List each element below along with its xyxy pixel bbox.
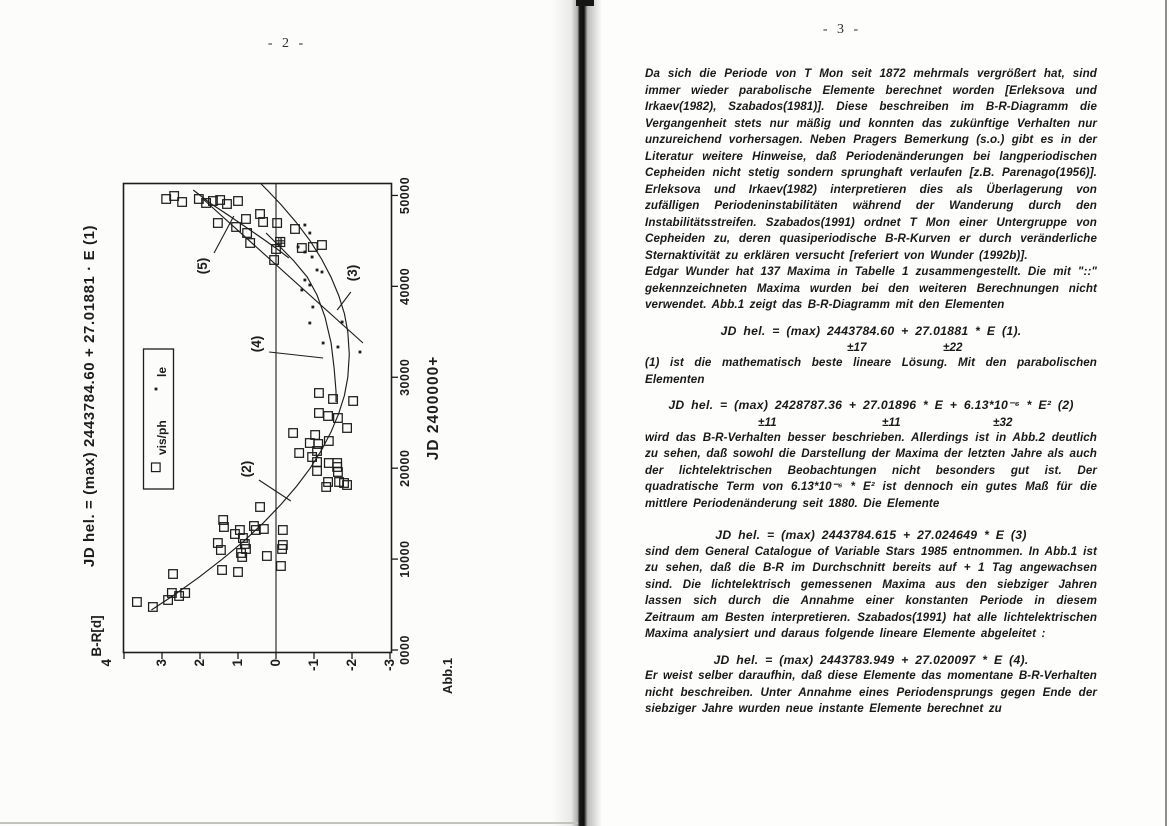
equation-4 xyxy=(645,652,1097,669)
page-number-left: - 2 - xyxy=(267,36,307,51)
data-point-dot xyxy=(303,279,306,282)
equation-1-uncertainties xyxy=(645,339,1097,355)
data-point-square xyxy=(162,195,171,204)
data-point-square xyxy=(295,449,304,458)
scan-bottom-line xyxy=(0,822,578,824)
y-axis-title: JD hel. = (max) 2443784.60 + 27.01881 · E (1) xyxy=(81,224,98,568)
br-axis-tick-label: 0 xyxy=(268,659,283,667)
legend-label-visph: vis/ph xyxy=(155,420,169,455)
data-point-square xyxy=(343,481,352,490)
uncertainty-value: ±11 xyxy=(882,415,901,429)
data-point-square xyxy=(324,412,333,421)
data-point-dot xyxy=(322,342,325,345)
equation-1-text: JD hel. = (max) 2443784.60 + 27.01881 * E (1). xyxy=(720,323,1022,338)
data-point-dot xyxy=(308,322,311,325)
jd-axis-tick-label: 50000 xyxy=(398,176,412,215)
annotation-pointer-3 xyxy=(337,292,351,310)
data-point-dot xyxy=(303,224,306,227)
data-point-square xyxy=(313,467,322,476)
uncertainty-value: ±32 xyxy=(993,415,1013,429)
body-text-column xyxy=(645,66,1097,718)
jd-axis-tick-label: 10000 xyxy=(398,540,412,578)
data-point-square xyxy=(306,439,315,448)
equation-2-text: JD hel. = (max) 2428787.36 + 27.01896 * E + 6.13*10⁻⁶ * E² (2) xyxy=(668,398,1074,412)
data-point-square xyxy=(169,570,178,579)
data-point-square xyxy=(242,215,251,224)
curve-label-4: (4) xyxy=(249,335,265,353)
jd-axis-label: JD 2400000+ xyxy=(425,355,442,461)
legend-square-symbol xyxy=(152,463,161,472)
uncertainty-value: ±17 xyxy=(847,341,867,354)
data-point-dot xyxy=(308,232,311,235)
br-axis-tick-label: -3 xyxy=(382,659,397,672)
legend-dot-symbol xyxy=(155,388,158,391)
data-point-square xyxy=(178,198,187,207)
curve-3 xyxy=(203,199,363,343)
data-point-square xyxy=(318,241,327,250)
data-point-square xyxy=(277,562,286,571)
data-point-square xyxy=(234,197,243,206)
data-point-dot xyxy=(303,251,306,254)
curve-label-5: (5) xyxy=(194,257,210,275)
br-axis-label: B-R[d] xyxy=(89,615,104,657)
data-point-square xyxy=(315,409,324,418)
equation-4-text: JD hel. = (max) 2443783.949 + 27.020097 * E (4). xyxy=(713,652,1029,667)
curve-5 xyxy=(193,190,289,258)
paragraph-period-history: Da sich die Periode von T Mon seit 1872 mehrmals vergrößert hat, sind immer wieder parabolische Elemente berechnet worden [Erleksova und Irkaev(1982), Szabados(1981)]. Diese beschreiben im B-R-Diagramm die Vergangenheit stets nur mäßig und konnten das zukünftige Verhalten nur unzureichend vorhersagen. Neben Pragers Bemerkung (s.o.) gibt es in der Literatur weitere Hinweise, daß Periodenänderungen bei langperiodischen Cepheiden nicht stetig sondern sprunghaft verlaufen [z.B. Parenago(1956)]. Erleksova und Irkaev(1982) interpretieren dies als Überlagerung von zufälligen Periodeninstabilitäten während der Wanderung durch den Instabilitätsstreifen. Szabados(1991) ordnet T Mon einer Untergruppe von Cepheiden zu, deren quasiperiodische B-R-Kurven er durch veränderliche Sternaktivität zu erklären versucht [referiert von Wunder (1992b)]. xyxy=(645,67,1097,262)
br-axis-tick-label: 3 xyxy=(154,659,169,667)
data-point-square xyxy=(289,429,298,438)
spine-top-mark xyxy=(576,0,594,6)
paragraph-maxima-table: Edgar Wunder hat 137 Maxima in Tabelle 1 zusammengestellt. Die mit "::" gekennzeichneten Maxima wurden bei den weiteren Berechnungen nicht verwendet. Abb.1 zeigt das B-R-Diagramm mit den Elementen xyxy=(645,265,1097,311)
data-point-square xyxy=(311,431,320,440)
data-point-square xyxy=(256,503,265,512)
data-point-square xyxy=(246,239,255,248)
data-point-dot xyxy=(316,269,319,272)
paragraph-gcvs-elements: sind dem General Catalogue of Variable Stars 1985 entnommen. In Abb.1 ist zu sehen, daß die B-R im Durchschnitt bereits auf + 1 Tag angewachsen sind. Die lichtelektrisch gemessenen Maxima aus den siebziger Jahren lassen sich durch die Annahme einer konstanten Periode in diesem Zeitraum am Besten interpretieren. Szabados(1991) hat alle lichtelektrischen Maxima analysiert und daraus folgende lineare Elemente abgeleitet : xyxy=(645,544,1097,640)
jd-axis-tick-label: 20000 xyxy=(398,449,412,487)
uncertainty-value: ±11 xyxy=(758,415,777,429)
br-diagram-figure xyxy=(60,160,480,720)
annotation-pointer-2 xyxy=(259,480,291,501)
data-point-square xyxy=(214,219,223,228)
equation-2-uncertainties xyxy=(645,414,1097,430)
uncertainty-value: ±22 xyxy=(943,341,963,354)
data-point-dot xyxy=(300,289,303,292)
data-point-square xyxy=(325,459,334,468)
data-point-dot xyxy=(311,256,314,259)
page-edge-line xyxy=(1165,0,1167,826)
jd-axis-tick-label: 0000 xyxy=(398,635,412,665)
page-3 xyxy=(585,0,1169,826)
page-number-right: - 3 - xyxy=(822,22,862,37)
paragraph-parabolic-fit: wird das B-R-Verhalten besser beschrieben. Allerdings ist in Abb.2 deutlich zu sehen, daß sowohl die Darstellung der Maxima der letzten Jahre als auch der lichtelektrischen Beobachtungen nicht besonders gut ist. Der quadratische Term von 6.13*10⁻⁶ * E² ist dennoch ein gutes Maß für die mittlere Periodenänderung seit 1880. Die Elemente xyxy=(645,430,1097,510)
page-2 xyxy=(0,0,578,826)
curve-label-3: (3) xyxy=(344,264,360,282)
data-point-dot xyxy=(359,351,362,354)
data-point-dot xyxy=(311,306,314,309)
data-point-square xyxy=(343,424,352,433)
data-point-square xyxy=(273,219,282,228)
br-axis-tick-label: 2 xyxy=(192,659,207,667)
equation-3 xyxy=(645,527,1097,544)
br-axis-tick-label: -1 xyxy=(306,659,321,672)
data-point-square xyxy=(218,566,227,575)
data-point-square xyxy=(232,223,241,232)
data-point-square xyxy=(170,192,179,201)
br-axis-tick-label: 4 xyxy=(99,659,114,667)
data-point-square xyxy=(291,225,300,234)
plot-frame xyxy=(124,184,392,653)
data-point-square xyxy=(181,589,190,598)
equation-3-text: JD hel. = (max) 2443784.615 + 27.024649 * E (3) xyxy=(715,528,1027,542)
data-point-square xyxy=(256,210,265,219)
equation-1 xyxy=(645,323,1097,356)
br-axis-tick-label: 1 xyxy=(230,659,245,667)
data-point-square xyxy=(234,568,243,577)
paragraph-linear-solution: (1) ist die mathematisch beste lineare Lösung. Mit den parabolischen Elementen xyxy=(645,356,1097,386)
legend-label-le: le xyxy=(155,366,169,377)
data-point-square xyxy=(349,397,358,406)
annotation-pointer-4 xyxy=(269,352,323,358)
figure-caption: Abb.1 xyxy=(440,657,455,695)
data-point-square xyxy=(315,389,324,398)
equation-2 xyxy=(645,397,1097,430)
annotation-pointer-5 xyxy=(214,216,234,253)
curve-4 xyxy=(266,233,336,402)
data-point-square xyxy=(263,552,272,561)
data-point-dot xyxy=(341,321,344,324)
data-point-square xyxy=(259,218,268,227)
data-point-square xyxy=(133,598,142,607)
paragraph-period-jump: Er weist selber daraufhin, daß diese Elemente das momentane B-R-Verhalten nicht beschreiben. Unter Annahme eines Periodensprungs gegen Ende der siebziger Jahre wurden neue instante Elemente berechnet zu xyxy=(645,669,1097,715)
data-point-square xyxy=(279,526,288,535)
data-point-dot xyxy=(337,346,340,349)
jd-axis-tick-label: 30000 xyxy=(398,358,412,396)
br-axis-tick-label: -2 xyxy=(344,659,359,672)
data-point-dot xyxy=(321,271,324,274)
data-point-dot xyxy=(308,284,311,287)
jd-axis-tick-label: 40000 xyxy=(398,267,412,305)
br-diagram-svg xyxy=(60,160,480,720)
data-point-dot xyxy=(297,246,300,249)
curve-label-2: (2) xyxy=(238,460,254,478)
